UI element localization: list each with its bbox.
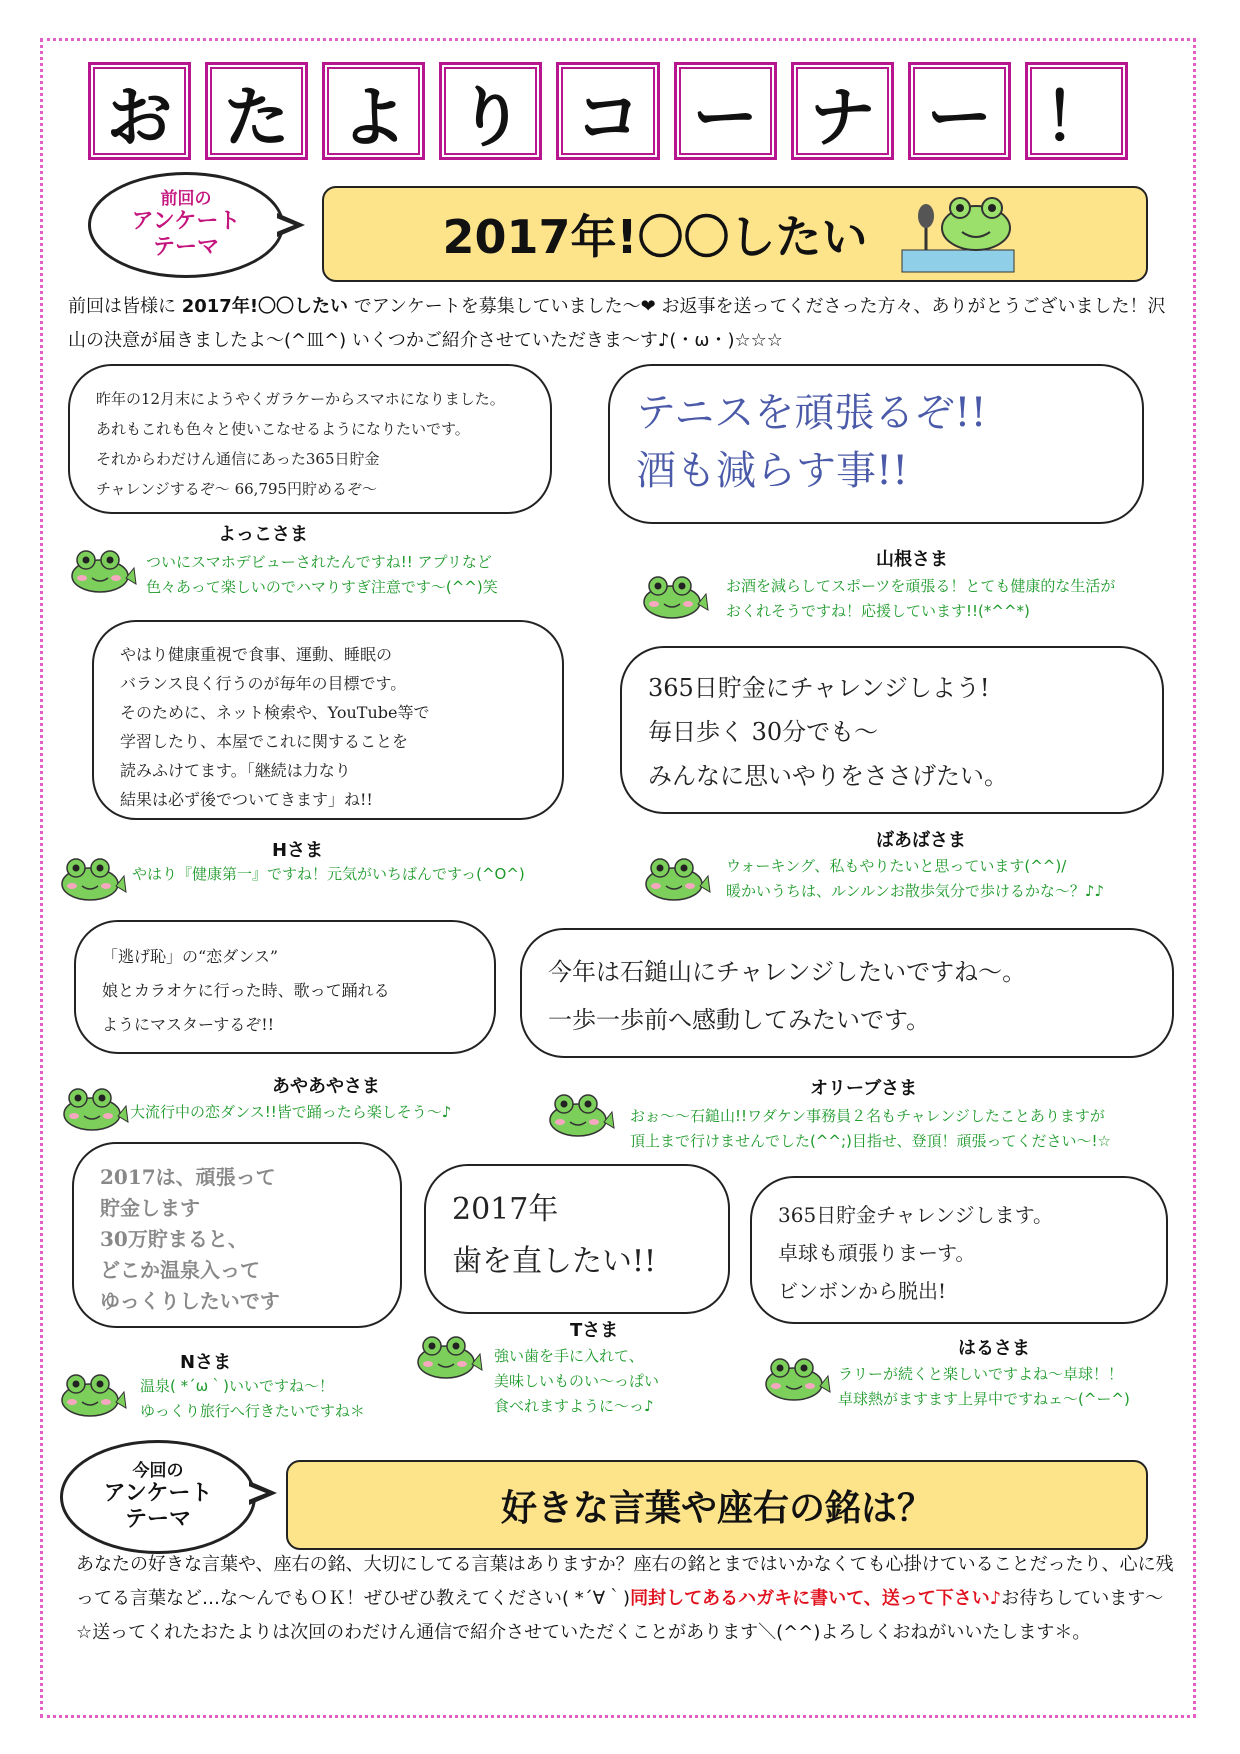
title-char: ー (674, 62, 777, 160)
entry-line: 一歩一歩前へ感動してみたいです。 (548, 1006, 931, 1034)
entry-line: 今年は石鎚山にチャレンジしたいですね～。 (548, 958, 1027, 986)
reply-line: ゆっくり旅行へ行きたいですね＊ (140, 1402, 365, 1420)
entry-name: よっこさま (218, 524, 308, 545)
entry-name: あやあやさま (272, 1076, 380, 1097)
reply-line: 食べれますように～っ♪ (494, 1397, 654, 1415)
staff-reply (140, 1374, 365, 1424)
current-label-line2: テーマ (124, 1506, 191, 1532)
reply-line: お酒を減らしてスポーツを頑張る！とても健康的な生活が (726, 577, 1116, 595)
reply-line: おくれそうですね！応援しています!!(*^^*) (726, 602, 1030, 620)
entry-line: みんなに思いやりをささげたい。 (648, 762, 1008, 790)
entry-line: 歯を直したい!! (452, 1244, 657, 1279)
entry-line: 30万貯まると、 (100, 1227, 248, 1251)
entry-line: 「逃げ恥」の“恋ダンス” (102, 947, 279, 966)
reply-line: 暖かいうちは、ルンルンお散歩気分で歩けるかな～？♪♪ (726, 882, 1105, 900)
current-outro (76, 1548, 1176, 1650)
staff-reply (838, 1362, 1130, 1412)
reply-line: 温泉( *´ω｀)いいですね～！ (140, 1377, 335, 1395)
previous-label-line1: アンケート (131, 209, 241, 235)
current-theme-box (286, 1460, 1148, 1550)
entry-line: 365日貯金チャレンジします。 (778, 1203, 1053, 1227)
intro-text-rest: でアンケートを募集していました～❤ お返事を送ってくださった方々、ありがとうございました！沢山の決意が届きましたよ～(^皿^) いくつかご紹介させていただきま～す♪(・ω・)☆☆☆ (68, 296, 1166, 351)
previous-theme-text: 2017年!〇〇したい (442, 210, 868, 264)
entry-name: オリーブさま (810, 1078, 918, 1099)
entry-bubble (750, 1176, 1168, 1324)
title-char: お (88, 62, 191, 160)
title-char: た (205, 62, 308, 160)
entry-line: 娘とカラオケに行った時、歌って踊れる (102, 981, 390, 1000)
entry-bubble (92, 620, 564, 820)
page-title (88, 62, 1128, 160)
entry-bubble (620, 646, 1164, 814)
previous-theme-box (322, 186, 1148, 282)
entry-name: ばあばさま (876, 830, 966, 851)
entry-bubble (74, 920, 496, 1054)
entry-line: 結果は必ず後でついてきます」ね!! (120, 790, 373, 809)
title-char: り (439, 62, 542, 160)
entry-line: テニスを頑張るぞ!! (636, 390, 987, 436)
entry-line: そのために、ネット検索や、YouTube等で (120, 703, 430, 722)
entry-line: 酒も減らす事!! (636, 448, 909, 494)
entry-bubble (608, 364, 1144, 524)
entry-line: バランス良く行うのが毎年の目標です。 (120, 674, 407, 693)
current-survey-label (60, 1440, 256, 1554)
entry-line: あれもこれも色々と使いこなせるようになりたいです。 (96, 420, 470, 438)
entry-line: チャレンジするぞ～ 66,795円貯めるぞ～ (96, 480, 378, 498)
staff-reply (132, 862, 525, 887)
entry-line: 卓球も頑張りまーす。 (778, 1241, 976, 1265)
frog-microphone-icon (898, 192, 1028, 276)
entry-line: ようにマスターするぞ!! (102, 1015, 275, 1034)
reply-line: 大流行中の恋ダンス!!皆で踊ったら楽しそう～♪ (130, 1103, 452, 1121)
entry-line: 2017年 (452, 1192, 559, 1227)
outro-cta: 同封してあるハガキに書いて、送って下さい♪ (630, 1588, 1002, 1609)
entry-line: 2017は、頑張って (100, 1165, 276, 1189)
entry-line: やはり健康重視で食事、運動、睡眠の (120, 645, 393, 664)
reply-line: ウォーキング、私もやりたいと思っています(^^)/ (726, 857, 1067, 875)
entry-line: それからわだけん通信にあった365日貯金 (96, 450, 380, 468)
reply-line: 頂上まで行けませんでした(^^;)目指せ、登頂！頑張ってください～!☆ (630, 1132, 1111, 1150)
staff-reply (130, 1100, 451, 1125)
intro-bold-theme: 2017年!〇〇したい (181, 296, 349, 317)
entry-line: 昨年の12月末にようやくガラケーからスマホになりました。 (96, 390, 505, 408)
entry-line: 365日貯金にチャレンジしよう! (648, 674, 990, 702)
current-label-small: 今回の (132, 1460, 184, 1481)
staff-reply (494, 1344, 659, 1419)
reply-line: ラリーが続くと楽しいですよね～卓球！！ (838, 1365, 1124, 1383)
entry-line: 毎日歩く 30分でも～ (648, 718, 879, 746)
entry-line: ビンボンから脱出! (778, 1279, 947, 1303)
reply-line: 卓球熱がますます上昇中ですねェ～(^ー^) (838, 1390, 1130, 1408)
title-char: ！ (1025, 62, 1128, 160)
previous-survey-label (88, 172, 284, 278)
previous-intro (68, 290, 1178, 358)
title-char: ー (908, 62, 1011, 160)
entry-name: Nさま (180, 1352, 232, 1373)
previous-label-small: 前回の (160, 188, 212, 209)
reply-line: 美味しいものい～っぱい (494, 1372, 660, 1390)
reply-line: おぉ～～石鎚山!!ワダケン事務員２名もチャレンジしたことありますが (630, 1107, 1105, 1125)
entry-name: Tさま (570, 1320, 619, 1341)
title-char: よ (322, 62, 425, 160)
outro-text-rest: お待ちしています～☆送ってくれたおたよりは次回のわだけん通信で紹介させていただくことがあります＼(^^)よろしくおねがいいたします＊。 (76, 1588, 1164, 1643)
staff-reply (630, 1104, 1111, 1154)
outro-text: あなたの好きな言葉や、座右の銘、大切にしてる言葉はありますか？座右の銘とまではいかなくても心掛けていることだったり、心に残ってる言葉など…な～んでもＯＫ！ぜひぜひ教えてください( *´∀｀) (76, 1554, 1174, 1609)
entry-name: Hさま (272, 840, 324, 861)
entry-name: 山根さま (876, 549, 948, 570)
reply-line: 強い歯を手に入れて、 (494, 1347, 644, 1365)
entry-line: どこか温泉入って (100, 1258, 260, 1282)
reply-line: ついにスマホデビューされたんですね!! アプリなど (146, 553, 492, 571)
reply-line: 色々あって楽しいのでハマりすぎ注意です～(^^)笑 (146, 578, 498, 596)
staff-reply (146, 550, 498, 600)
staff-reply (726, 574, 1115, 624)
entry-bubble (520, 928, 1174, 1058)
current-label-line1: アンケート (103, 1481, 213, 1507)
entry-line: 学習したり、本屋でこれに関することを (120, 732, 409, 751)
entry-line: 読みふけてます。「継続は力なり (120, 761, 351, 780)
title-char: コ (556, 62, 659, 160)
reply-line: やはり『健康第一』ですね！元気がいちばんですっ(^O^) (132, 865, 525, 883)
entry-line: 貯金します (100, 1196, 200, 1220)
title-char: ナ (791, 62, 894, 160)
entry-line: ゆっくりしたいです (100, 1289, 280, 1313)
previous-label-line2: テーマ (152, 234, 219, 260)
current-theme-text: 好きな言葉や座右の銘は？ (500, 1487, 933, 1529)
entry-bubble (72, 1142, 402, 1328)
entry-name: はるさま (958, 1338, 1030, 1359)
entry-bubble (424, 1164, 730, 1314)
staff-reply (726, 854, 1104, 904)
entry-bubble (68, 364, 552, 514)
intro-text: 前回は皆様に (68, 296, 182, 317)
